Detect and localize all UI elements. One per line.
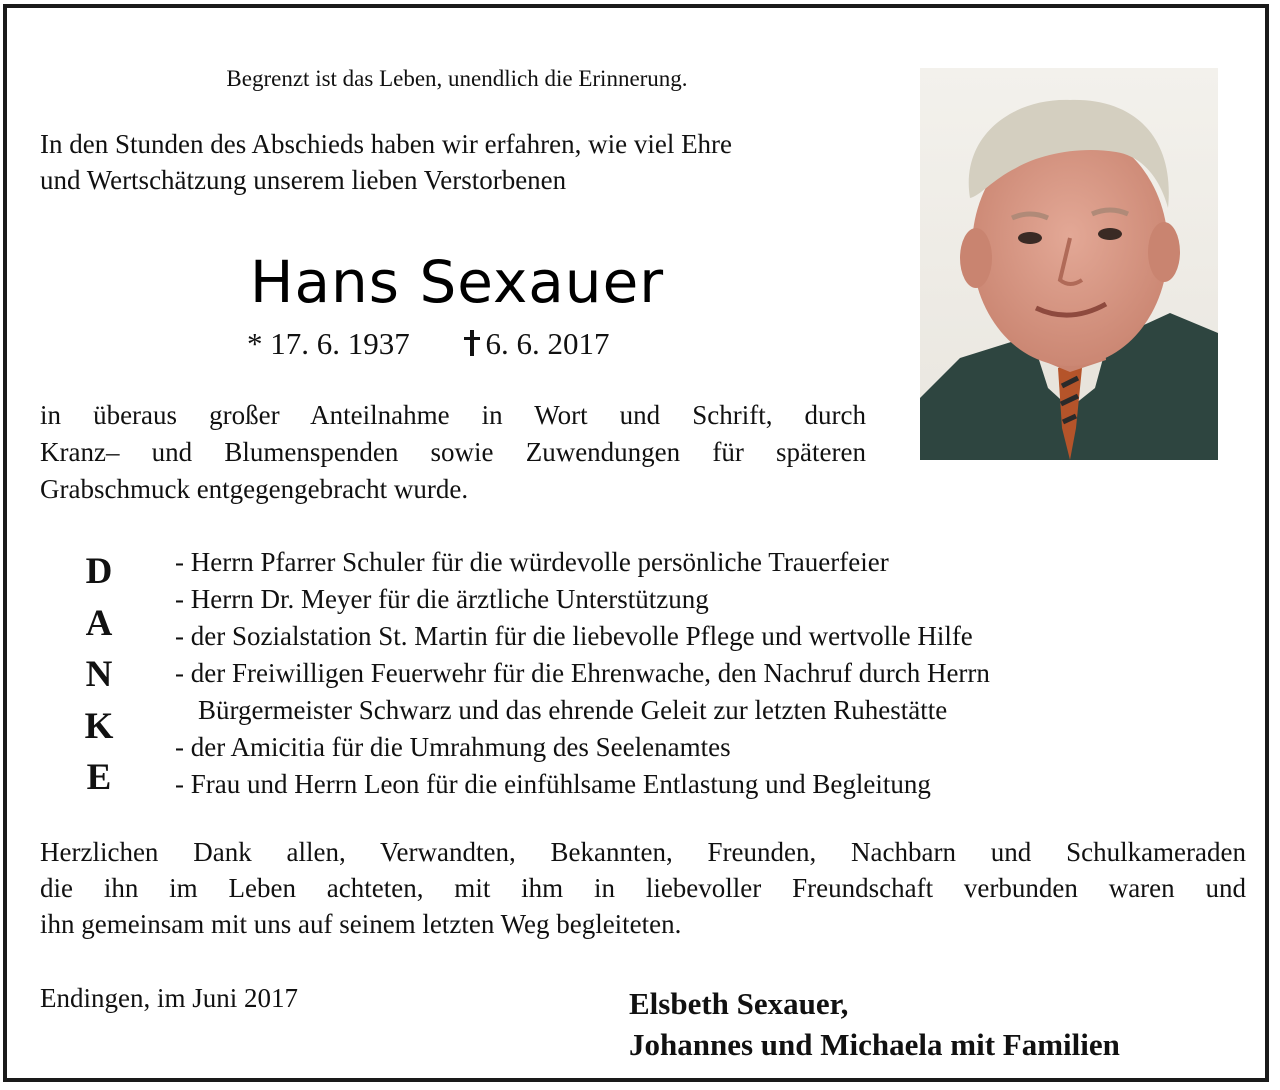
- danke-vertical-word: [69, 546, 129, 804]
- thanks-item: - Herrn Pfarrer Schuler für die würdevolle persönliche Trauerfeier: [175, 547, 889, 577]
- closing-line: Herzlichen Dank allen, Verwandten, Bekannten, Freunden, Nachbarn und Schulkameraden: [40, 837, 1246, 867]
- deceased-name: Hans Sexauer: [249, 248, 665, 316]
- portrait-illustration: [920, 68, 1218, 460]
- intro-line: In den Stunden des Abschieds haben wir erfahren, wie viel Ehre: [40, 129, 733, 159]
- death-date-group: [464, 326, 610, 361]
- thanks-item: - der Freiwilligen Feuerwehr für die Ehrenwache, den Nachruf durch Herrn Bürgermeister Schwarz und das ehrende Geleit zur letzten Ruhestätte: [175, 655, 1175, 729]
- closing-paragraph: [40, 834, 1246, 942]
- closing-line: die ihn im Leben achteten, mit ihm in liebevoller Freundschaft verbunden waren und: [40, 873, 1246, 903]
- obituary-thank-you-notice: [3, 4, 1269, 1082]
- danke-letter: K: [84, 705, 114, 747]
- birth-date: * 17. 6. 1937: [247, 326, 410, 361]
- thanks-item-continuation: Bürgermeister Schwarz und das ehrende Geleit zur letzten Ruhestätte: [198, 695, 948, 725]
- intro-line: und Wertschätzung unserem lieben Verstorbenen: [40, 165, 567, 195]
- thanks-item: - Frau und Herrn Leon für die einfühlsame Entlastung und Begleitung: [175, 769, 931, 799]
- danke-letter: E: [86, 757, 112, 798]
- signatory-line: Elsbeth Sexauer,: [629, 986, 849, 1021]
- intro-paragraph: [40, 126, 870, 198]
- sympathy-line: in überaus großer Anteilnahme in Wort und Schrift, durch: [40, 400, 866, 430]
- thanks-list: [175, 544, 1175, 803]
- sympathy-line: Kranz– und Blumenspenden sowie Zuwendungen für späteren: [40, 437, 866, 467]
- cross-icon: [464, 330, 480, 356]
- sympathy-line: Grabschmuck entgegengebracht wurde.: [40, 474, 469, 504]
- death-date: 6. 6. 2017: [485, 326, 610, 361]
- danke-letter: N: [85, 654, 113, 695]
- motto: Begrenzt ist das Leben, unendlich die Erinnerung.: [226, 66, 688, 91]
- thanks-item: - der Amicitia für die Umrahmung des Seelenamtes: [175, 732, 731, 762]
- life-dates: [247, 324, 707, 364]
- portrait-photo: [920, 68, 1218, 460]
- danke-letter: A: [85, 602, 113, 644]
- thanks-item: - der Sozialstation St. Martin für die liebevolle Pflege und wertvolle Hilfe: [175, 621, 973, 651]
- signatories: [629, 983, 1120, 1065]
- danke-letter: D: [85, 551, 113, 592]
- place-and-date: Endingen, im Juni 2017: [40, 983, 298, 1013]
- signatory-line: Johannes und Michaela mit Familien: [629, 1027, 1120, 1062]
- closing-line: ihn gemeinsam mit uns auf seinem letzten Weg begleiteten.: [40, 909, 682, 939]
- sympathy-paragraph: [40, 397, 866, 508]
- thanks-item: - Herrn Dr. Meyer für die ärztliche Unterstützung: [175, 584, 709, 614]
